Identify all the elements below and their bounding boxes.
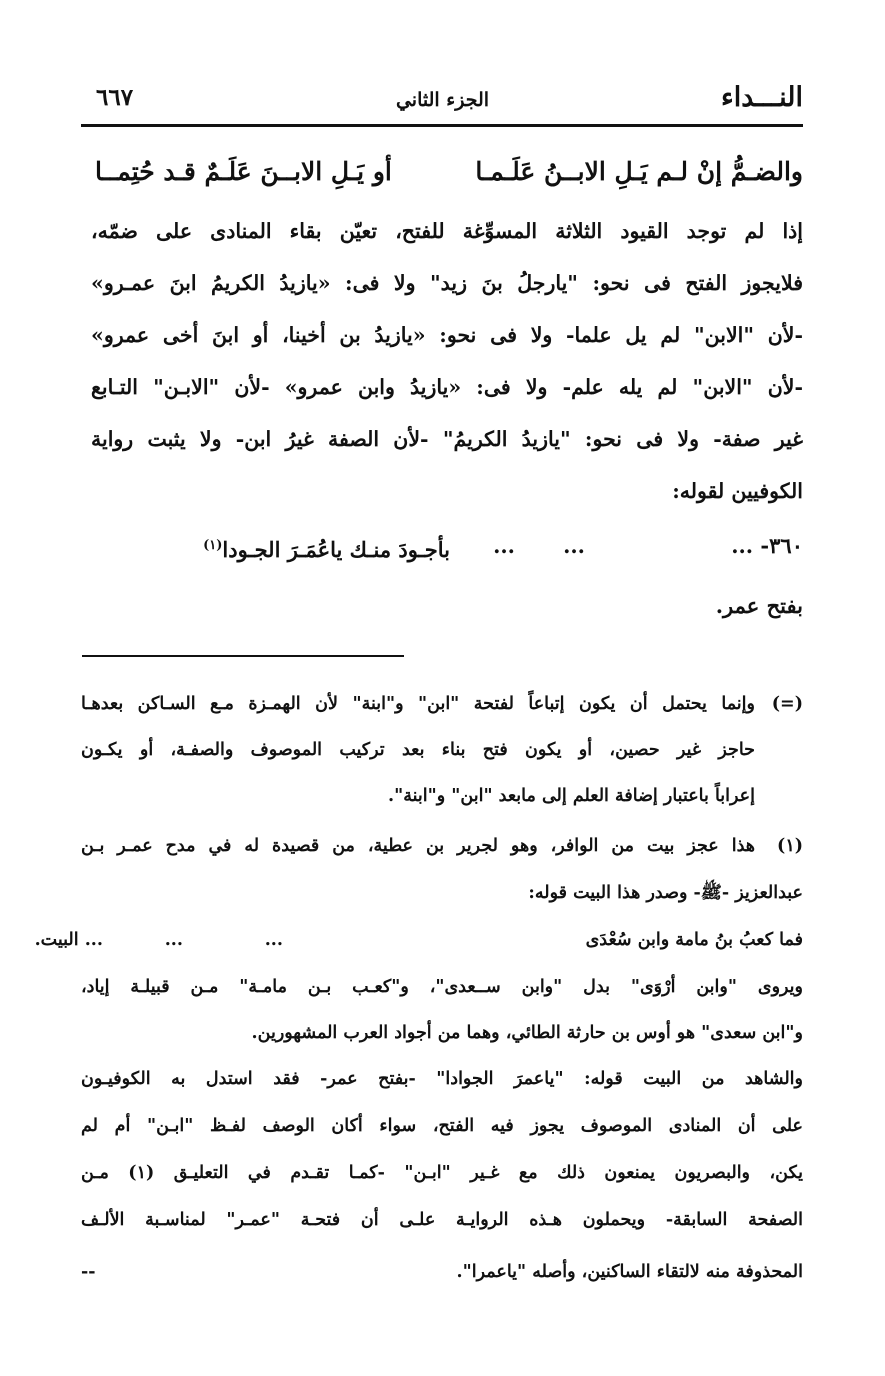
footnote-text: على أن المنادى الموصوف يجوز فيه الفتح، سواء أكان الوصف لفـظ "ابـن" أم لم — [81, 1116, 803, 1136]
footnote-text: و"ابن سعدى" هو أوس بن حارثة الطائي، وهما من أجواد العرب المشهورين. — [251, 1023, 803, 1043]
poem-dots: ... — [264, 930, 283, 950]
footnote-text: الصفحة السابقة- ويحملون هـذه الروايـة علـى أن فتحـة "عمـر" لمناسـبة الألـف — [81, 1210, 803, 1230]
footnote-text: هذا عجز بيت من الوافر، وهو لجرير بن عطية، من قصيدة له في مدح عمـر بـن — [81, 836, 755, 856]
body-line: -لأن "الابن" لم يله علم- ولا فى: «يازيدُ وابن عمرو» -لأن "الابـن" التـابع — [91, 375, 803, 399]
part-title: الجزء الثاني — [395, 89, 490, 111]
example-verse-half — [203, 524, 450, 568]
body-tail: بفتح عمر. — [715, 593, 803, 618]
footnote-text: حاجز غير حصين، أو يكون فتح بناء بعد تركيب الموصوف والصفـة، أو يكـون — [81, 740, 755, 760]
body-line: -لأن "الابن" لم يل علما- ولا فى نحو: «يازيدُ بن أخينا، أو ابنَ أخى عمرو» — [91, 323, 803, 347]
footnote-line — [81, 1013, 803, 1053]
footnote-line — [81, 730, 803, 770]
footnote-line — [81, 1200, 803, 1240]
footnote-text: وإنما يحتمل أن يكون إتباعاً لفتحة "ابن" و"ابنة" لأن الهمـزة مـع السـاكن بعدهـا — [81, 694, 755, 714]
body-line: فلايجوز الفتح فى نحو: "يارجلُ بنَ زيد" ولا فى: «يازيدُ الكريمُ ابنَ عمـرو» — [91, 271, 803, 295]
page-number: ٦٦٧ — [96, 84, 134, 111]
footnote-text: عبدالعزيز -ﷺ- وصدر هذا البيت قوله: — [528, 883, 803, 903]
verse-first-half: والضـمُّ إنْ لـم يَـلِ الابــنُ عَلَـمـا — [475, 157, 803, 186]
footnote-mark: (١) — [777, 836, 803, 856]
body-line: الكوفيين لقوله: — [672, 479, 803, 503]
footnote-text: المحذوفة منه لالتقاء الساكنين، وأصله "ياعمرا". — [456, 1262, 803, 1282]
footnote-line — [81, 1252, 803, 1292]
poem-first-half: فما كعبُ بنُ مامة وابن سُعْدَى — [585, 930, 803, 950]
footnote-text: يكن، والبصريون يمنعون ذلك مع غـير "ابـن" -كمـا تقـدم في التعليـق (١) مـن — [81, 1163, 803, 1183]
footnote-line — [81, 1059, 803, 1099]
footnote-reference[interactable]: (١) — [203, 538, 223, 553]
footnote-text: إعراباً باعتبار إضافة العلم إلى مابعد "ابن" و"ابنة". — [388, 786, 755, 806]
footnote-line — [81, 826, 803, 866]
chapter-title: النـــداء — [721, 82, 803, 113]
footnote-text: ويروى "وابن أرْوَى" بدل "وابن ســعدى"، و"كعـب بـن مامـة" مـن قبيلـة إياد، — [81, 977, 803, 997]
footnote-line — [81, 776, 803, 816]
header-rule — [81, 124, 803, 127]
body-line: غير صفة- ولا فى نحو: "يازيدُ الكريمُ" -لأن الصفة غيرُ ابن- ولا يثبت رواية — [91, 427, 803, 451]
continuation-mark: -- — [81, 1262, 96, 1282]
footnote-mark: (=) — [771, 694, 803, 714]
footnote-separator — [82, 655, 404, 657]
footnote-line — [81, 684, 803, 724]
example-dots: ... — [563, 533, 585, 558]
verse-second-half: أو يَـلِ الابــنَ عَلَـمٌ قـد حُتِمــا — [95, 157, 392, 186]
poem-dots: ... — [164, 930, 183, 950]
footnote-line — [81, 1153, 803, 1193]
footnote-line — [81, 967, 803, 1007]
footnote-poem-line — [34, 920, 803, 960]
poem-end: ... البيت. — [34, 930, 103, 950]
body-line: إذا لم توجد القيود الثلاثة المسوِّغة للفتح، تعيّن بقاء المنادى على ضمّه، — [91, 219, 803, 243]
example-number: ٣٦٠- ... — [731, 533, 803, 558]
footnote-text: والشاهد من البيت قوله: "ياعمرَ الجوادا" -بفتح عمر- فقد استدل به الكوفيـون — [81, 1069, 803, 1089]
example-dots: ... — [493, 533, 515, 558]
example-verse-text: بأجـودَ منـك ياعُمَـرَ الجـودا — [222, 537, 450, 562]
footnote-line — [81, 873, 803, 913]
footnote-line — [81, 1106, 803, 1146]
